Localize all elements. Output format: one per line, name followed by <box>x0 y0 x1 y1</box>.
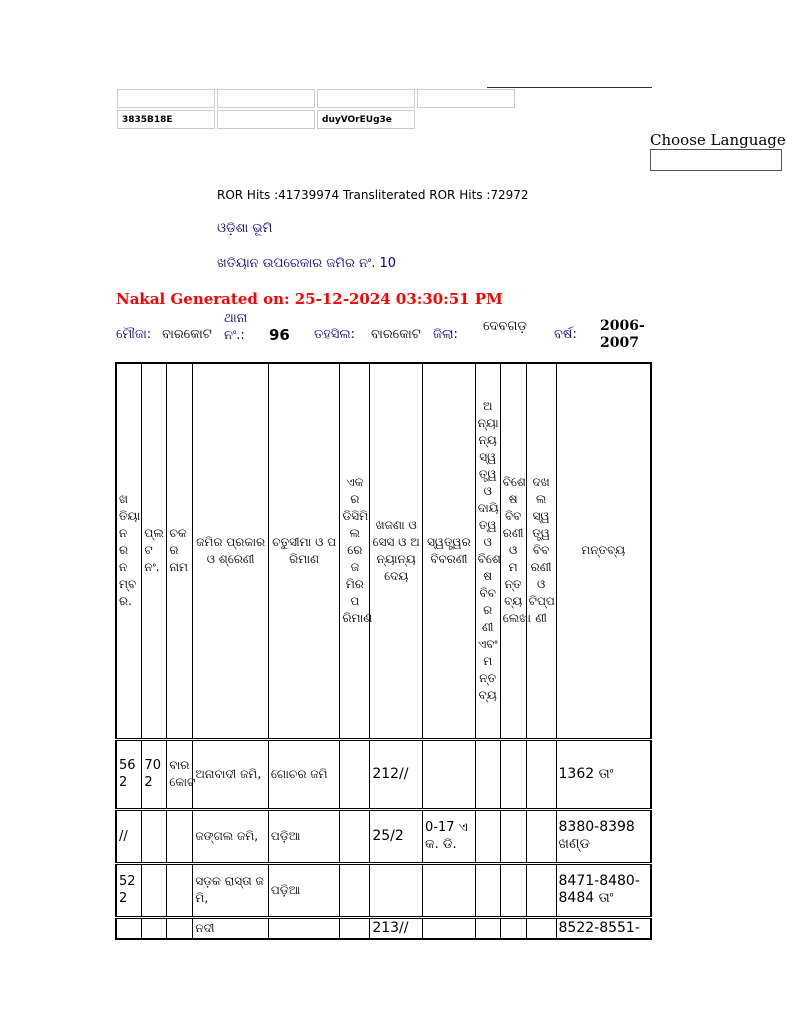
table-cell: 25/2 <box>370 809 423 863</box>
mouza-value: ବାରକୋଟ <box>162 327 212 342</box>
table-row <box>116 809 651 863</box>
table-cell <box>340 917 370 939</box>
odisha-bhulekh-link[interactable]: ଓଡ଼ିଶା ଭୂମି <box>217 221 273 236</box>
header-cell: ବିଶେଷ ବିବରଣୀ ଓ ମନ୍ତବ୍ୟ ଲେଖା <box>500 363 526 739</box>
table-cell <box>526 917 556 939</box>
tahasil-value: ବାରକୋଟ <box>371 327 421 342</box>
district-label: ଜିଲା: <box>433 327 458 342</box>
captcha-grid <box>115 87 517 131</box>
tahasil-label: ତହସିଲ: <box>314 327 356 342</box>
header-cell: ସ୍ୱତ୍ତ୍ୱର ବିବରଣୀ <box>423 363 476 739</box>
table-cell <box>526 863 556 917</box>
table-cell <box>340 863 370 917</box>
table-cell <box>500 863 526 917</box>
table-cell <box>167 809 193 863</box>
table-cell <box>526 809 556 863</box>
table-cell <box>142 917 167 939</box>
table-cell <box>475 739 500 809</box>
table-cell: ପଡ଼ିଆ <box>268 863 340 917</box>
choose-language-label: Choose Language <box>650 131 786 149</box>
table-cell: 8471-8480-8484 ତାଂ <box>556 863 651 917</box>
table-row <box>116 863 651 917</box>
captcha-cell <box>317 89 415 108</box>
header-cell: ଅନ୍ୟାନ୍ୟ ସ୍ୱତ୍ତ୍ୱ ଓ ଦାୟିତ୍ୱ ଓ ବିଶେଷ ବିବରଣୀ ଏବଂ ମନ୍ତବ୍ୟ <box>475 363 500 739</box>
table-cell: 1362 ତାଂ <box>556 739 651 809</box>
table-cell <box>142 863 167 917</box>
khatiyan-link[interactable]: ଖତିୟାନ ଉପରେକାର ଜମିର ନଂ. 10 <box>217 256 397 271</box>
table-cell <box>370 863 423 917</box>
table-cell <box>526 739 556 809</box>
thana-label: ଥାନା ନଂ.: <box>224 311 248 343</box>
header-cell: ମନ୍ତବ୍ୟ <box>556 363 651 739</box>
header-cell: ଖତିୟାନ ର ନମ୍ବର. <box>116 363 142 739</box>
table-cell: 8522-8551- <box>556 917 651 939</box>
table-cell <box>340 739 370 809</box>
table-header-row <box>116 363 651 739</box>
table-cell <box>500 739 526 809</box>
ror-meta <box>0 310 768 362</box>
table-cell: 0-17 ଏକ. ଡି. <box>423 809 476 863</box>
table-cell: ସଡ଼କ ରାସ୍ତା ଜମି, <box>193 863 269 917</box>
table-cell <box>475 917 500 939</box>
thana-value: 96 <box>269 326 290 344</box>
table-cell <box>475 863 500 917</box>
table-row <box>116 917 651 939</box>
table-cell <box>167 863 193 917</box>
table-cell <box>423 739 476 809</box>
table-cell <box>500 917 526 939</box>
table-cell <box>500 809 526 863</box>
captcha-code-left: 3835B18E <box>117 110 215 129</box>
header-cell: ଚତୁସୀମା ଓ ପରିମାଣ <box>268 363 340 739</box>
header-cell: ଖଜଣା ଓ ସେସ ଓ ଅନ୍ୟାନ୍ୟ ଦେୟ <box>370 363 423 739</box>
header-cell: ଚକ ର ନାମ <box>167 363 193 739</box>
table-row <box>116 739 651 809</box>
table-cell <box>167 917 193 939</box>
table-cell <box>423 863 476 917</box>
table-cell: 213// <box>370 917 423 939</box>
year-label: ବର୍ଷ: <box>554 327 577 342</box>
captcha-cell <box>217 89 315 108</box>
table-cell: 522 <box>116 863 142 917</box>
nakal-generated-text: Nakal Generated on: 25-12-2024 03:30:51 PM <box>116 290 503 308</box>
header-cell: ଜମିର ପ୍ରକାର ଓ ଶ୍ରେଣୀ <box>193 363 269 739</box>
table-cell: 212// <box>370 739 423 809</box>
table-cell: ନଦୀ <box>193 917 269 939</box>
table-cell <box>423 917 476 939</box>
table-cell <box>142 809 167 863</box>
header-cell: ଦଖଲ ସ୍ୱତ୍ତ୍ୱ ବିବରଣୀ ଓ ଟିପ୍ପଣୀ <box>526 363 556 739</box>
table-cell: ଅନାବାଦୀ ଜମି, <box>193 739 269 809</box>
ror-table <box>115 362 652 940</box>
ror-hits-text: ROR Hits :41739974 Transliterated ROR Hits :72972 <box>217 188 529 202</box>
captcha-input[interactable] <box>217 110 315 129</box>
table-cell: ପଡ଼ିଆ <box>268 809 340 863</box>
table-cell <box>116 917 142 939</box>
table-cell: ବାରକୋଟ <box>167 739 193 809</box>
table-cell: // <box>116 809 142 863</box>
year-value: 2006-2007 <box>600 318 645 351</box>
district-value: ଦେବଗଡ଼ <box>483 319 527 334</box>
table-cell: 562 <box>116 739 142 809</box>
table-cell <box>340 809 370 863</box>
captcha-cell <box>117 89 215 108</box>
captcha-cell <box>417 89 515 108</box>
table-cell: ଜଙ୍ଗଲ ଜମି, <box>193 809 269 863</box>
table-cell <box>268 917 340 939</box>
table-cell <box>475 809 500 863</box>
captcha-code-right: duyVOrEUg3e <box>317 110 415 129</box>
header-cell: ଏକର ଡିସିମିଲ ରେ ଜମିର ପରିମାଣ <box>340 363 370 739</box>
table-cell: 702 <box>142 739 167 809</box>
language-select[interactable] <box>650 149 782 171</box>
mouza-label: ମୌଜା: <box>116 327 152 342</box>
header-cell: ପ୍ଲଟ ନଂ. <box>142 363 167 739</box>
table-cell: 8380-8398 ଖଣ୍ଡ <box>556 809 651 863</box>
table-cell: ଗୋଚର ଜମି <box>268 739 340 809</box>
